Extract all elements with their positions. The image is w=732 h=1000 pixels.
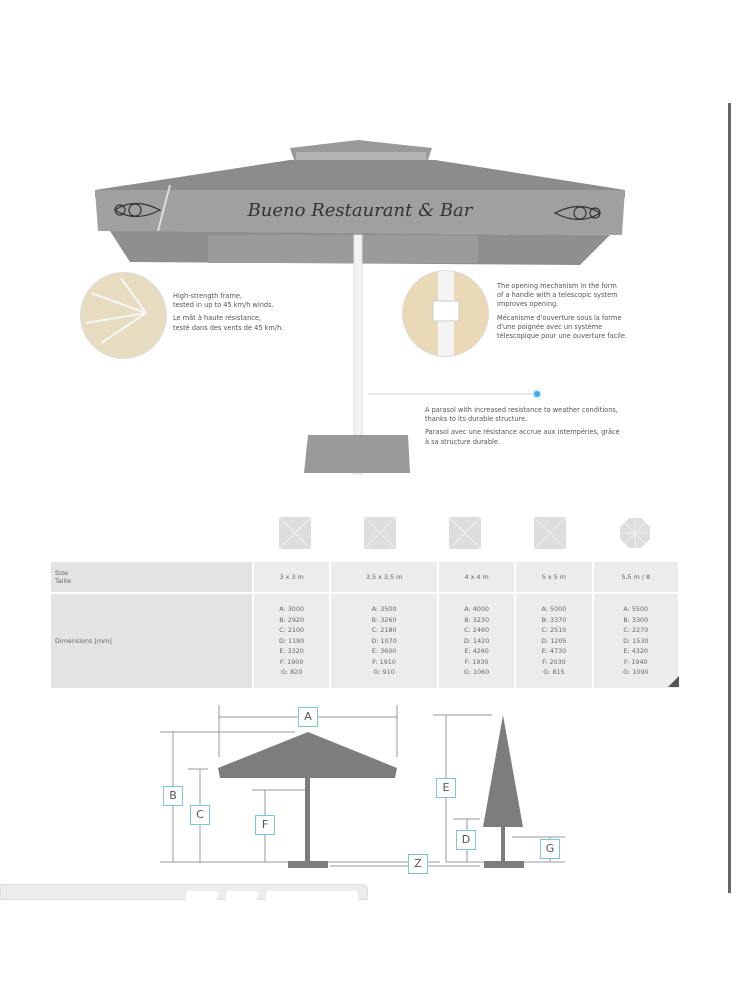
dims-cell: A: 4000 B: 3230 C: 2460 D: 1420 E: 4260 F: 1930 G: 1060 [439,594,514,688]
size-label: Size Taille [51,562,252,592]
spec-table [49,560,680,690]
size-cell: 4 x 4 m [439,562,514,592]
dims-cell: A: 3500 B: 3260 C: 2180 D: 1070 E: 3600 F: 1910 G: 910 [331,594,437,688]
dimensions-label: Dimensions [mm] [51,594,252,688]
bottom-toolbar [0,884,368,900]
size-row [51,562,678,592]
dimension-label-z: Z [408,854,428,874]
feature-resistance-text: A parasol with increased resistance to weather conditions, thanks to its durable structure. Parasol avec une résistance accrue aux intempéries, grâce à sa structure durable. [425,406,620,446]
frame-detail-photo [80,272,167,359]
page-edge-rule [728,103,731,893]
square-canopy-icon [279,517,311,549]
umbrella-branding: Bueno Restaurant & Bar [247,200,473,221]
octagon-canopy-icon [619,517,651,549]
dimension-diagram [150,700,580,880]
feature-mechanism-text: The opening mechanism in the form of a handle with a telescopic system improves opening. Mécanisme d'ouverture sous la forme d'une poignée avec un système télescopique pour une ouverture facile. [497,282,628,341]
dims-cell: A: 3000 B: 2920 C: 2100 D: 1180 E: 3320 F: 1900 G: 820 [254,594,329,688]
toolbar-button[interactable] [226,891,258,901]
resize-corner-icon[interactable] [668,676,679,687]
dims-cell: A: 5500 B: 3300 C: 2270 D: 1530 E: 4320 F: 1940 G: 1090 [594,594,678,688]
square-canopy-icon [449,517,481,549]
toolbar-button[interactable] [186,891,218,901]
square-canopy-icon [534,517,566,549]
square-canopy-icon [364,517,396,549]
size-cell: 3,5 x 3,5 m [331,562,437,592]
handle-mechanism-photo [402,270,489,357]
dims-cell: A: 5000 B: 3370 C: 2510 D: 1205 E: 4730 F: 2030 G: 815 [516,594,591,688]
dimensions-row [51,594,678,688]
dimension-label-c: C [190,805,210,825]
dimension-label-f: F [255,815,275,835]
dimension-label-g: G [540,839,560,859]
size-cell: 5 x 5 m [516,562,591,592]
dimension-label-d: D [456,830,476,850]
feature-frame-text: High-strength frame, tested in up to 45 km/h winds. Le mât à haute résistance, testé dans des vents de 45 km/h. [173,292,284,332]
dimension-label-a: A [298,707,318,727]
dimension-label-b: B [163,786,183,806]
size-cell: 3 x 3 m [254,562,329,592]
toolbar-field[interactable] [266,891,358,901]
dimension-label-e: E [436,778,456,798]
size-cell: 5,5 m / 8 [594,562,678,592]
